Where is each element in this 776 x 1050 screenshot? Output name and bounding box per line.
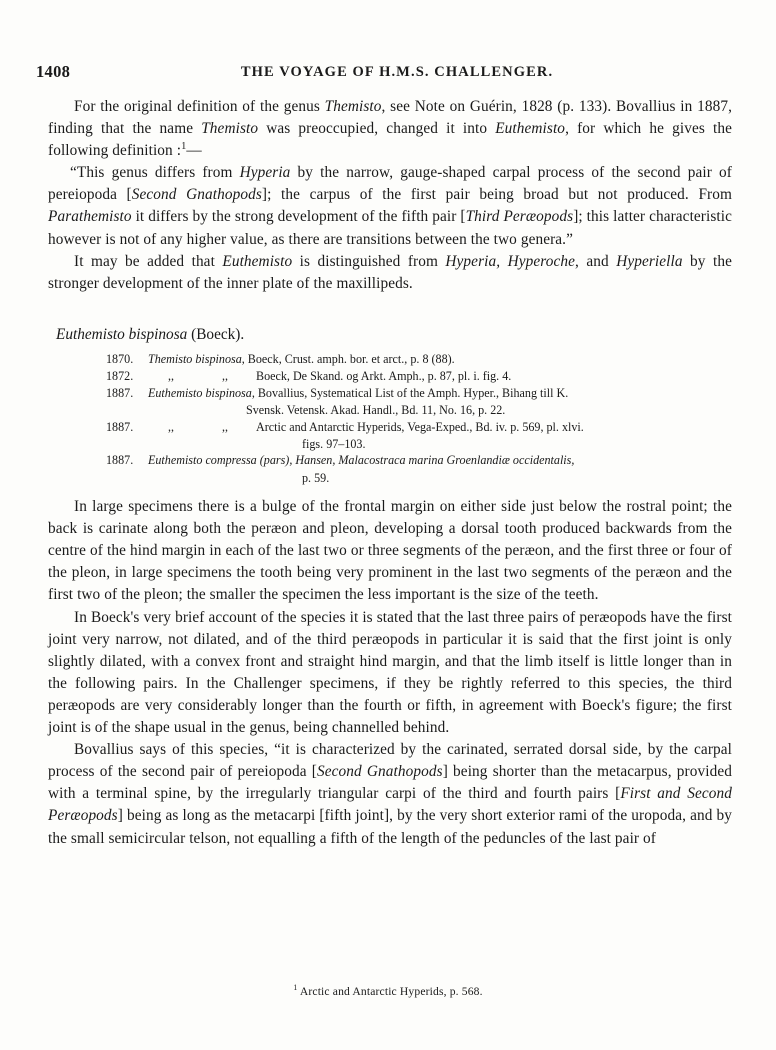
footnote <box>0 985 776 998</box>
paragraph-6 <box>48 739 732 849</box>
synonymy-year: 1887. <box>106 453 134 468</box>
synonymy-reference: , Boeck, Crust. amph. bor. et arct., p. 8 (88). <box>241 351 455 366</box>
synonymy-entry <box>106 351 712 368</box>
synonymy-continuation: Svensk. Vetensk. Akad. Handl., Bd. 11, No. 16, p. 22. <box>246 403 506 418</box>
ditto-mark-icon: ,, <box>167 368 175 383</box>
body-text-block <box>48 96 732 850</box>
p2-text-b: by the narrow, gauge-shaped carpal process of the second pair of pereiopoda [ <box>48 164 732 204</box>
p3-italic-hyperiella: Hyperiella <box>616 252 683 270</box>
synonymy-text <box>148 368 712 385</box>
p2-italic-parathemisto: Parathemisto <box>48 208 132 226</box>
synonymy-continuation: p. 59. <box>302 470 330 485</box>
running-title: THE VOYAGE OF H.M.S. CHALLENGER. <box>240 64 554 80</box>
synonymy-year: 1872. <box>106 368 134 383</box>
synonymy-taxon: Themisto bispinosa <box>148 351 242 366</box>
footnote-number: 1 <box>293 983 298 993</box>
p6-text-b: ] being shorter than the metacarpus, provided with a terminal spine, by the irregularly triangular carpi of the third and fourth pairs [ <box>48 763 732 803</box>
synonymy-year: 1887. <box>106 419 134 434</box>
p6-italic-first-second-peraeopods: First and Second Peræopods <box>48 785 733 825</box>
synonymy-list <box>106 351 712 486</box>
species-heading <box>48 326 732 344</box>
p1-italic-themisto: Themisto <box>324 98 382 115</box>
synonymy-year: 1887. <box>106 386 134 401</box>
p1-italic-euthemisto: Euthemisto <box>495 120 566 138</box>
p3-text-d: by the stronger development of the inner plate of the maxillipeds. <box>48 252 732 292</box>
p1-text-a: For the original definition of the genus <box>74 98 325 115</box>
synonymy-entry <box>106 368 712 385</box>
synonymy-taxon: Euthemisto bispinosa <box>148 386 252 401</box>
p2-italic-second-gnathopods: Second Gnathopods <box>131 186 262 204</box>
p6-text-a: Bovallius says of this species, “it is characterized by the carinated, serrated dorsal side, by the carpal process of the second pair of pereiopoda [ <box>48 741 732 781</box>
synonymy-reference: Boeck, De Skand. og Arkt. Amph., p. 87, pl. i. fig. 4. <box>256 368 512 383</box>
p2-text-a: “This genus differs from <box>70 164 240 182</box>
synonymy-year: 1870. <box>106 351 134 366</box>
ditto-mark-icon: ,, <box>221 419 229 434</box>
species-authority: (Boeck). <box>187 325 245 343</box>
ditto-mark-icon: ,, <box>167 419 175 434</box>
p3-italic-euthemisto: Euthemisto <box>222 252 293 270</box>
species-name: Euthemisto bispinosa <box>56 325 188 343</box>
page-number: 1408 <box>36 62 71 81</box>
p3-italic-hyperia-hyperoche: Hyperia, Hyperoche <box>445 252 576 270</box>
p1-text-b: , see Note on Guérin, 1828 (p. 133). Bovallius in 1887, finding that the name <box>48 98 732 138</box>
p3-text-c: , and <box>575 252 617 270</box>
paragraph-5: In Boeck's very brief account of the species it is stated that the last three pairs of peræopods have the first joint very narrow, not dilated, and of the third peræopods in particular it is said that the first joint is only slightly dilated, with a convex front and straight hind margin, and that the limb itself is little longer than in the following pairs. In the Challenger specimens, if they be rightly referred to this species, the third peræopods are very considerably longer than the fourth or fifth, in agreement with Boeck's figure; the first joint is of the shape usual in the genus, being channelled behind. <box>48 608 732 737</box>
p6-italic-second-gnathopods: Second Gnathopods <box>316 763 443 781</box>
p2-text-c: ]; the carpus of the first pair being broad but not produced. From <box>261 186 732 204</box>
synonymy-reference: Arctic and Antarctic Hyperids, Vega-Exped., Bd. iv. p. 569, pl. xlvi. <box>256 419 584 434</box>
synonymy-taxon: Euthemisto compressa <box>148 453 257 468</box>
p6-text-c: ] being as long as the metacarpi [fifth joint], by the very short exterior rami of the uropoda, and by the small semicircular telson, not equalling a fifth of the length of the peduncles of the last pair of <box>48 807 732 847</box>
paragraph-2-quote <box>48 162 732 250</box>
p2-italic-hyperia: Hyperia <box>239 164 291 182</box>
synonymy-text <box>148 351 712 368</box>
synonymy-reference: , Bovallius, Systematical List of the Amph. Hyper., Bihang till K. <box>251 386 569 401</box>
p1-italic-themisto-2: Themisto <box>201 120 259 138</box>
page-header <box>0 58 776 84</box>
paragraph-4: In large specimens there is a bulge of the frontal margin on either side just below the rostral point; the back is carinate along both the peræon and pleon, developing a dorsal tooth produced backwards from the centre of the hind margin in each of the last two or three segments of the peræon, and the first three or four of the pleon, in large specimens the tooth being very prominent in the last two segments of the peræon and the first two of the pleon; the smaller the specimen the less important is the size of the teeth. <box>48 498 732 604</box>
synonymy-text <box>148 452 712 469</box>
synonymy-text <box>148 385 712 402</box>
p1-text-d: , for which he gives the following definition : <box>48 120 732 160</box>
footnote-text: Arctic and Antarctic Hyperids, p. 568. <box>297 985 483 998</box>
synonymy-entry <box>106 452 712 469</box>
synonymy-continuation: figs. 97–103. <box>302 436 366 451</box>
paragraph-3 <box>48 251 732 295</box>
p1-text-e: — <box>186 142 202 160</box>
p1-text-c: was preoccupied, changed it into <box>258 120 496 138</box>
p2-text-e: ]; this latter characteristic however is not of any higher value, as there are transitions between the two genera.” <box>48 208 732 248</box>
synonymy-text <box>148 419 712 436</box>
p2-text-d: it differs by the strong development of the fifth pair [ <box>131 208 466 226</box>
paragraph-1 <box>48 96 732 162</box>
p2-italic-third-peraeopods: Third Peræopods <box>465 208 574 226</box>
synonymy-entry <box>106 385 712 402</box>
p3-text-b: is distinguished from <box>292 252 446 270</box>
ditto-mark-icon: ,, <box>221 368 229 383</box>
footnote-marker-1: 1 <box>181 141 187 153</box>
synonymy-reference: (pars), Hansen, Malacostraca marina Groenlandiæ occidentalis, <box>256 453 575 468</box>
synonymy-entry <box>106 419 712 436</box>
p3-text-a: It may be added that <box>74 252 223 270</box>
